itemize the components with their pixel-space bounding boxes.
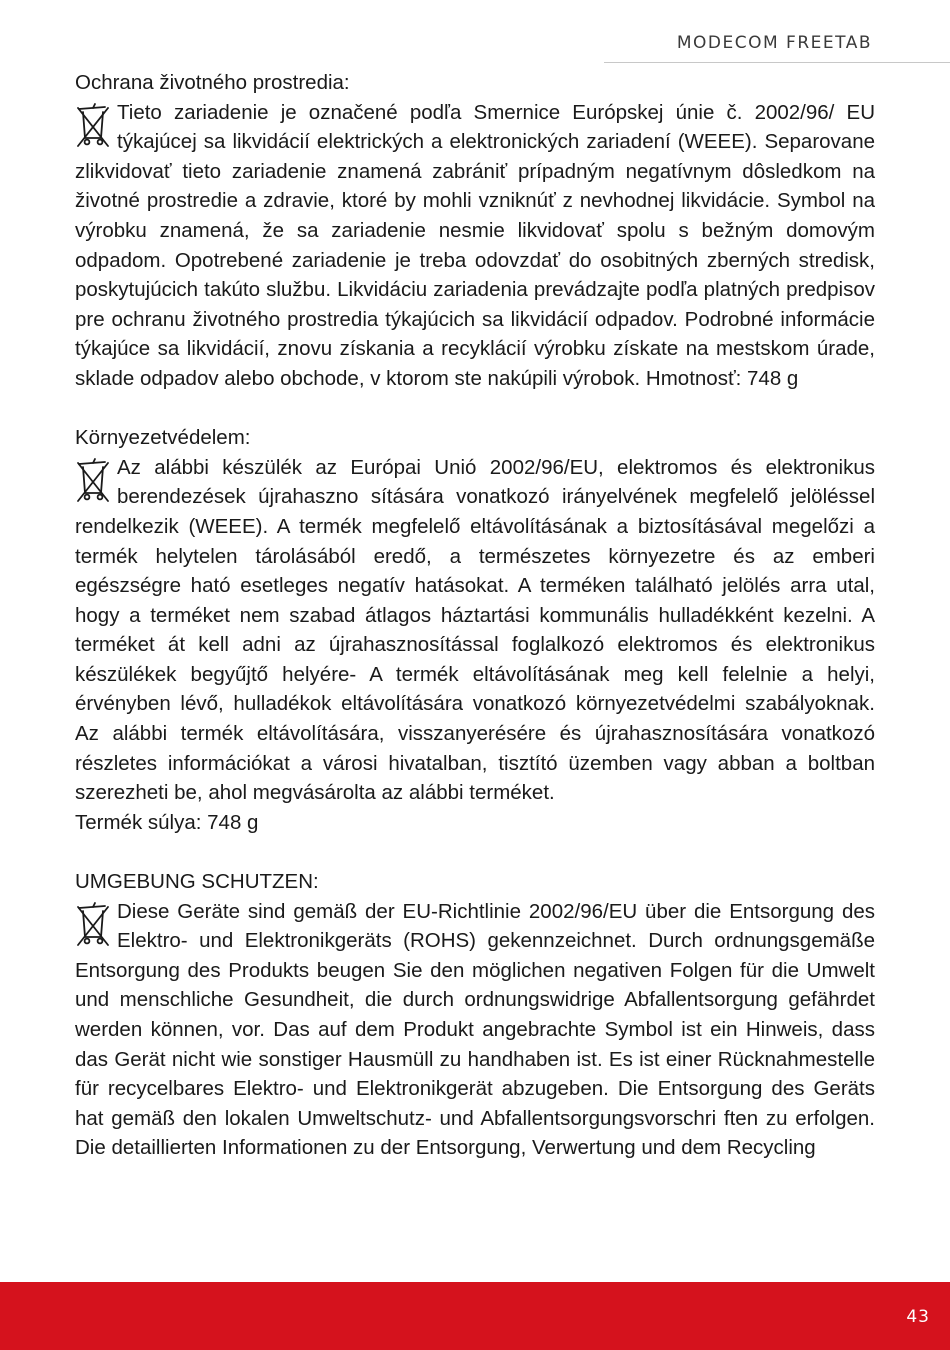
- weee-crossed-bin-icon: [75, 455, 111, 507]
- section-body: [75, 98, 875, 394]
- section-body-text: Tieto zariadenie je označené podľa Smernice Európskej únie č. 2002/96/ EU týkajúcej sa likvidácií elektrických a elektronických zariadení (WEEE). Separovane zlikvidovať tieto zariadenie znamená zabrániť prípadným negatívnym dôsledkom na životné prostredie a zdravie, ktoré by mohli vzniknúť z nevhodnej likvidácie. Symbol na výrobku znamená, že sa zariadenie nesmie likvidovať spolu s bežným domovým odpadom. Opotrebené zariadenie je treba odovzdať do osobitných zberných stredisk, poskytujúcich takúto službu. Likvidáciu zariadenia prevádzajte podľa platných predpisov pre ochranu životného prostredia týkajúcich sa likvidácií odpadov. Podrobné informácie týkajúce sa likvidácií, znovu získania a recyklácií výrobku získate na mestskom úrade, sklade odpadov alebo obchode, v ktorom ste nakúpili výrobok. Hmotnosť: 748 g: [75, 100, 875, 390]
- section-heading: UMGEBUNG SCHUTZEN:: [75, 870, 319, 894]
- page-number: 43: [906, 1307, 930, 1327]
- section-hungarian: [75, 423, 875, 837]
- weee-crossed-bin-icon: [75, 100, 111, 152]
- page-content: [75, 68, 875, 1193]
- section-body-text: Az alábbi készülék az Európai Unió 2002/96/EU, elektromos és elektronikus berendezések újrahaszno sítására vonatkozó irányelvének megfelelő jelöléssel rendelkezik (WEEE). A termék megfelelő eltávolításának a biztosításával megelőzi a termék helytelen tárolásából eredő, a természetes környezetre és az emberi egészségre ható esetleges negatív hatásokat. A terméken található jelölés arra utal, hogy a terméket nem szabad átlagos háztartási kommunális hulladékként kezelni. A terméket át kell adni az újrahasznosítással foglalkozó elektromos és elektronikus készülékek begyűjtő helyére- A termék eltávolításának meg kell felelnie a helyi, érvényben lévő, hulladékok eltávolítására vonatkozó környezetvédelmi szabályoknak. Az alábbi termék eltávolítására, visszanyerésére és újrahasznosítására vonatkozó részletes információkat a városi hivatalban, tisztító üzemben vagy abban a boltban szerezheti be, ahol megvásárolta az alábbi terméket.: [75, 455, 875, 805]
- section-body: [75, 453, 875, 808]
- section-body: [75, 897, 875, 1163]
- section-body-text: Diese Geräte sind gemäß der EU-Richtlinie 2002/96/EU über die Entsorgung des Elektro- und Elektronikgeräts (ROHS) gekennzeichnet. Durch ordnungsgemäße Entsorgung des Produkts beugen Sie den möglichen negativen Folgen für die Umwelt und menschliche Gesundheit, die durch ordnungswidrige Abfallentsorgung gefährdet werden können, vor. Das auf dem Produkt angebrachte Symbol ist ein Hinweis, dass das Gerät nicht wie sonstiger Hausmüll zu handhaben ist. Es ist einer Rücknahmestelle für recycelbares Elektro- und Elektronikgerät abzugeben. Die Entsorgung des Geräts hat gemäß den lokalen Umweltschutz- und Abfallentsorgungsvorschri ften zu erfolgen. Die detaillierten Informationen zu der Entsorgung, Verwertung und dem Recycling: [75, 899, 875, 1160]
- header-divider: [604, 62, 950, 63]
- section-heading: Környezetvédelem:: [75, 426, 251, 450]
- section-heading: Ochrana životného prostredia:: [75, 71, 350, 94]
- header-brand: MODECOM FREETAB: [676, 33, 872, 53]
- weee-crossed-bin-icon: [75, 899, 111, 951]
- footer-bar: [0, 1282, 950, 1350]
- product-weight: Termék súlya: 748 g: [75, 810, 259, 834]
- section-german: [75, 867, 875, 1163]
- section-slovak: [75, 68, 875, 394]
